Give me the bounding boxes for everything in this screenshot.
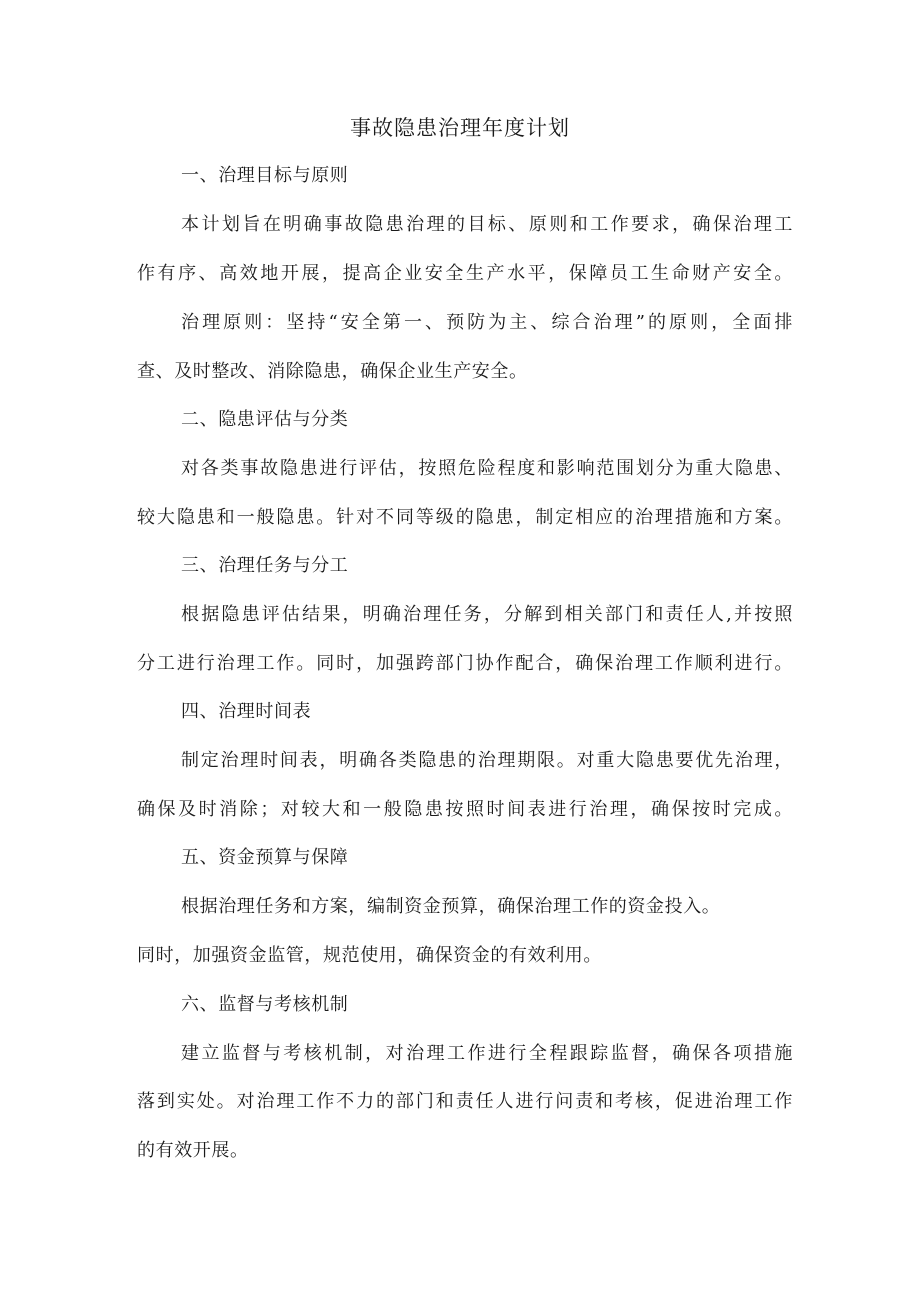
section-heading-4: 四、治理时间表 xyxy=(181,701,312,722)
paragraph-7-line-3: 的有效开展。 xyxy=(137,1140,249,1161)
paragraph-7-line-2: 落到实处。对治理工作不力的部门和责任人进行问责和考核，促进治理工作 xyxy=(137,1091,793,1112)
paragraph-4-line-2: 分工进行治理工作。同时，加强跨部门协作配合，确保治理工作顺利进行。 xyxy=(137,653,793,674)
document-title: 事故隐患治理年度计划 xyxy=(350,116,570,140)
section-heading-6: 六、监督与考核机制 xyxy=(181,994,349,1015)
paragraph-7-line-1: 建立监督与考核机制，对治理工作进行全程跟踪监督，确保各项措施 xyxy=(181,1043,793,1064)
section-heading-3: 三、治理任务与分工 xyxy=(181,555,349,576)
paragraph-4-line-1: 根据隐患评估结果，明确治理任务，分解到相关部门和责任人,并按照 xyxy=(181,604,793,625)
paragraph-2-line-2: 查、及时整改、消除隐患，确保企业生产安全。 xyxy=(137,361,528,382)
section-heading-5: 五、资金预算与保障 xyxy=(181,847,349,868)
section-heading-1: 一、治理目标与原则 xyxy=(181,165,349,186)
paragraph-1-line-1: 本计划旨在明确事故隐患治理的目标、原则和工作要求，确保治理工 xyxy=(181,214,793,235)
paragraph-3-line-1: 对各类事故隐患进行评估，按照危险程度和影响范围划分为重大隐患、 xyxy=(181,458,793,479)
paragraph-5-line-1: 制定治理时间表，明确各类隐患的治理期限。对重大隐患要优先治理， xyxy=(181,750,793,771)
paragraph-6-line-1: 根据治理任务和方案，编制资金预算，确保治理工作的资金投入。 xyxy=(181,896,721,917)
paragraph-5-line-2: 确保及时消除；对较大和一般隐患按照时间表进行治理，确保按时完成。 xyxy=(137,799,793,820)
paragraph-2-line-1: 治理原则：坚持“安全第一、预防为主、综合治理”的原则，全面排 xyxy=(181,312,793,333)
paragraph-1-line-2: 作有序、高效地开展，提高企业安全生产水平，保障员工生命财产安全。 xyxy=(137,263,793,284)
paragraph-6-line-2: 同时，加强资金监管，规范使用，确保资金的有效利用。 xyxy=(137,945,602,966)
paragraph-3-line-2: 较大隐患和一般隐患。针对不同等级的隐患，制定相应的治理措施和方案。 xyxy=(137,507,793,528)
section-heading-2: 二、隐患评估与分类 xyxy=(181,409,349,430)
